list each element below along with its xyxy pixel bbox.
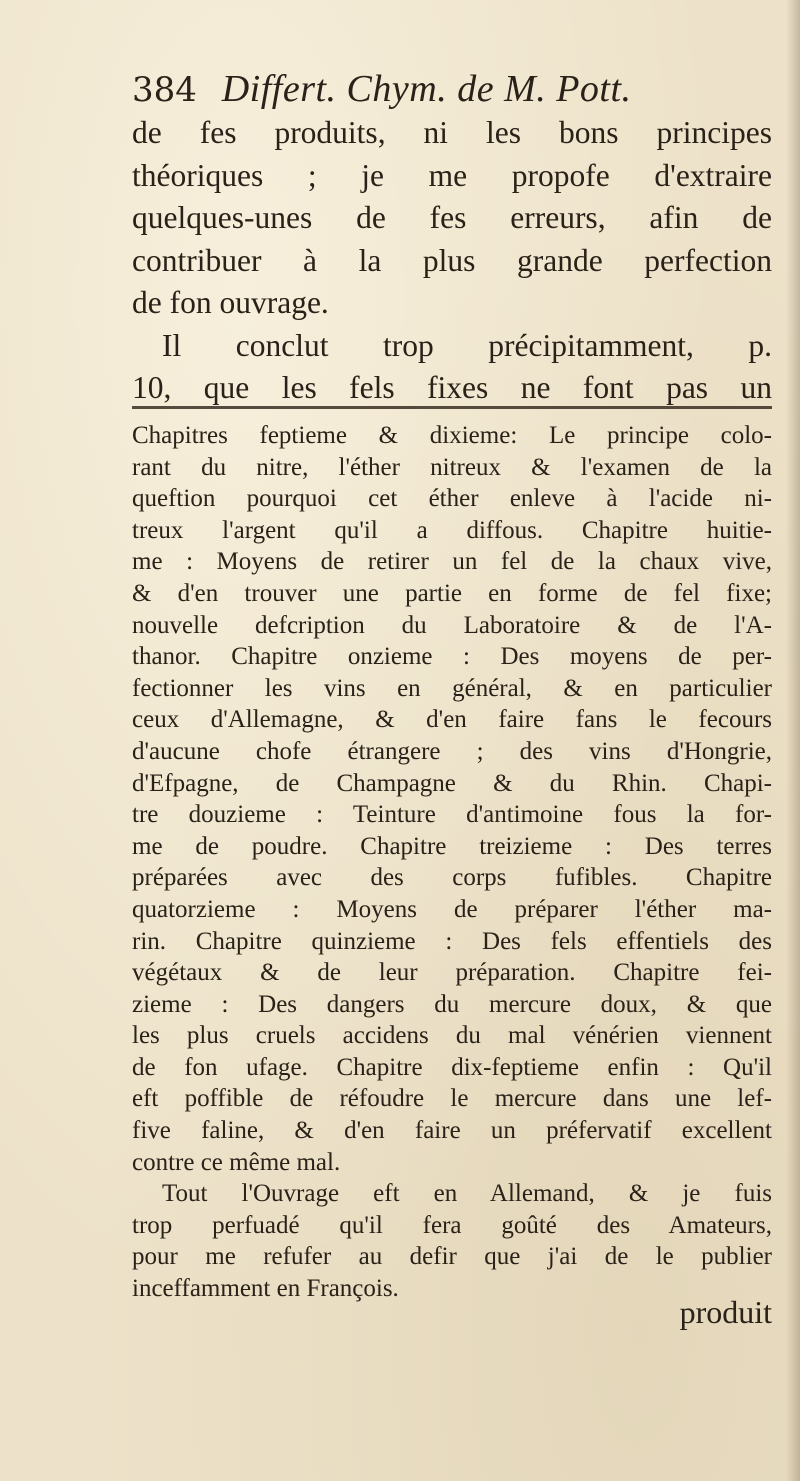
note-text-line: & d'en trouver une partie en forme de fel fixe; xyxy=(132,579,772,607)
note-text-line: me : Moyens de retirer un fel de la chaux vive, xyxy=(132,548,772,576)
note-text-line: rin. Chapitre quinzieme : Des fels effentiels des xyxy=(132,927,772,955)
note-text-line: queftion pourquoi cet éther enleve à l'acide ni- xyxy=(132,485,772,513)
separator-rule xyxy=(132,406,772,409)
main-text-line: quelques-unes de fes erreurs, afin de xyxy=(132,200,772,235)
note-text-line: ceux d'Allemagne, & d'en faire fans le fecours xyxy=(132,706,772,734)
note-text-line: contre ce même mal. xyxy=(132,1148,341,1176)
note-text-line: pour me refufer au defir que j'ai de le publier xyxy=(132,1243,772,1271)
note-text-line: nouvelle defcription du Laboratoire & de l'A- xyxy=(132,611,772,639)
catchword: produit xyxy=(679,1294,772,1330)
note-text-line: eft poffible de réfoudre le mercure dans une lef- xyxy=(132,1085,772,1113)
running-title: Differt. Chym. de M. Pott. xyxy=(221,68,632,110)
note-text-line: de fon ufage. Chapitre dix-feptieme enfin : Qu'il xyxy=(132,1053,772,1081)
main-text-block xyxy=(132,112,772,410)
note-text-line: thanor. Chapitre onzieme : Des moyens de per- xyxy=(132,643,772,671)
note-text-line: treux l'argent qu'il a diffous. Chapitre huitie- xyxy=(132,516,772,544)
main-text-line: de fon ouvrage. xyxy=(132,285,329,320)
note-text-line: trop perfuadé qu'il fera goûté des Amateurs, xyxy=(132,1211,772,1239)
main-text-line: Il conclut trop précipitamment, p. xyxy=(162,327,772,363)
note-text-line: végétaux & de leur préparation. Chapitre fei- xyxy=(132,959,772,987)
note-text-line: quatorzieme : Moyens de préparer l'éther ma- xyxy=(132,895,772,923)
note-text-line: five faline, & d'en faire un préfervatif excellent xyxy=(132,1117,772,1145)
note-text-line: inceffamment en François. xyxy=(132,1275,399,1303)
note-text-line: rant du nitre, l'éther nitreux & l'examen de la xyxy=(132,453,772,481)
note-text-line: d'aucune chofe étrangere ; des vins d'Hongrie, xyxy=(132,737,772,765)
note-text-line: tre douzieme : Teinture d'antimoine fous la for- xyxy=(132,801,772,829)
note-text-line: Tout l'Ouvrage eft en Allemand, & je fuis xyxy=(162,1180,772,1208)
main-text-line: de fes produits, ni les bons principes xyxy=(132,115,772,150)
note-text-line: d'Efpagne, de Champagne & du Rhin. Chapi- xyxy=(132,769,772,797)
main-text-line: théoriques ; je me propofe d'extraire xyxy=(132,157,772,193)
note-text-block xyxy=(132,420,772,1305)
note-text-line: les plus cruels accidens du mal vénérien viennent xyxy=(132,1022,772,1050)
page-edge-shadow xyxy=(786,0,800,1481)
note-text-line: me de poudre. Chapitre treizieme : Des terres xyxy=(132,832,772,860)
main-text-line: 10, que les fels fixes ne font pas un xyxy=(132,370,772,405)
note-text-line: fectionner les vins en général, & en particulier xyxy=(132,674,772,702)
page-number: 384 xyxy=(132,70,197,110)
main-text-line: contribuer à la plus grande perfection xyxy=(132,242,772,278)
note-text-line: Chapitres feptieme & dixieme: Le principe colo- xyxy=(132,422,772,449)
note-text-line: zieme : Des dangers du mercure doux, & que xyxy=(132,990,772,1018)
running-head xyxy=(132,66,772,112)
note-text-line: préparées avec des corps fufibles. Chapitre xyxy=(132,864,772,892)
